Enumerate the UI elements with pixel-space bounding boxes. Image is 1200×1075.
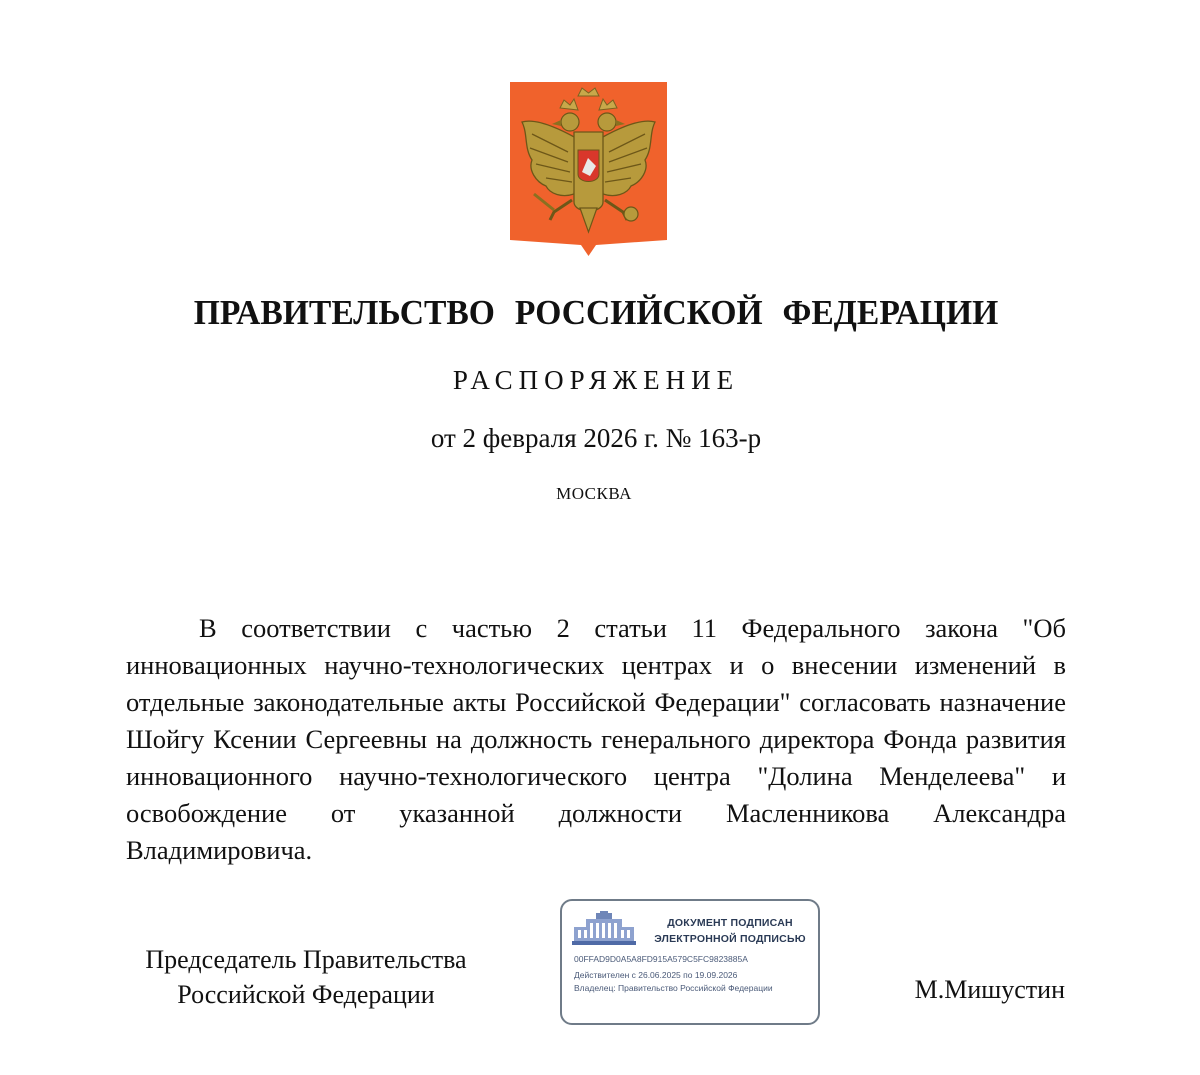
certificate-owner: Владелец: Правительство Российской Федерации bbox=[574, 983, 773, 993]
stamp-heading-line-2: ЭЛЕКТРОННОЙ ПОДПИСЬЮ bbox=[654, 933, 806, 945]
document-date-number: от 2 февраля 2026 г. № 163-р bbox=[430, 423, 762, 453]
signer-position bbox=[120, 942, 492, 1012]
document-type: РАСПОРЯЖЕНИЕ bbox=[452, 365, 740, 395]
stamp-heading bbox=[646, 915, 814, 947]
stamp-heading-line-1: ДОКУМЕНТ ПОДПИСАН bbox=[667, 917, 793, 929]
government-building-icon bbox=[572, 911, 636, 947]
signer-position-line-2: Российской Федерации bbox=[177, 980, 435, 1009]
signer-position-line-1: Председатель Правительства bbox=[145, 945, 467, 974]
signer-name: М.Мишустин bbox=[914, 975, 1065, 1004]
document-city: МОСКВА bbox=[556, 484, 632, 503]
coat-of-arms-icon bbox=[510, 82, 667, 256]
order-paragraph: В соответствии с частью 2 статьи 11 Федерального закона "Об инновационных научно-технологических центрах и о внесении изменений в отдельные законодательные акты Российской Федерации" согласовать назначение Шойгу Ксении Сергеевны на должность генерального директора Фонда развития инновационного научно-технологического центра "Долина Менделеева" и освобождение от указанной должности Масленникова Александра Владимировича. bbox=[126, 613, 1066, 865]
government-title: ПРАВИТЕЛЬСТВО РОССИЙСКОЙ ФЕДЕРАЦИИ bbox=[193, 293, 999, 332]
certificate-serial: 00FFAD9D0A5A8FD915A579C5FC9823885A bbox=[574, 954, 748, 964]
electronic-signature-stamp bbox=[560, 899, 820, 1025]
certificate-validity: Действителен с 26.06.2025 по 19.09.2026 bbox=[574, 970, 738, 980]
